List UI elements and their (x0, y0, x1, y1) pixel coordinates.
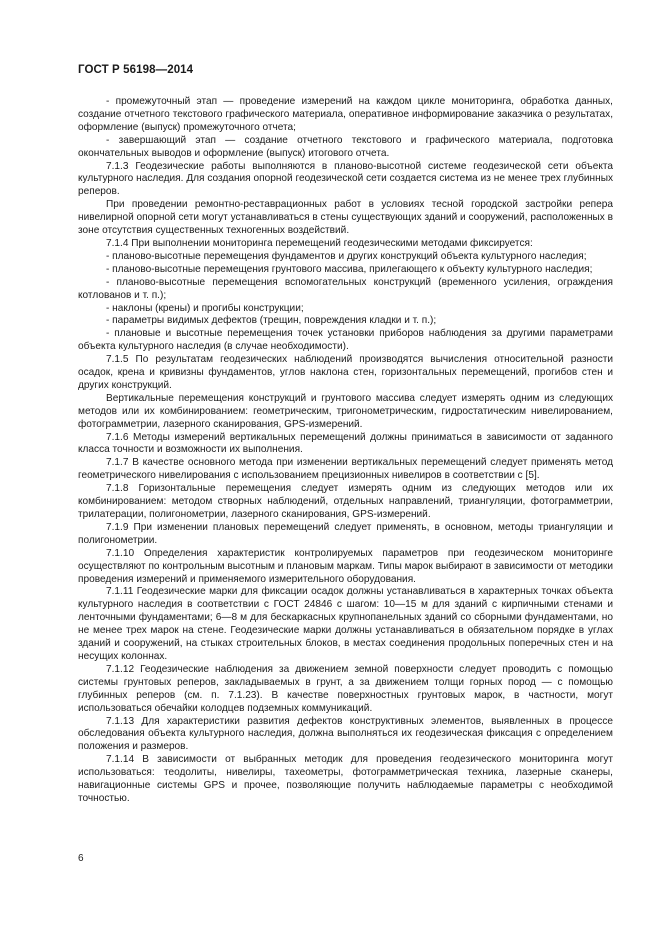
paragraph: 7.1.14 В зависимости от выбранных методик для проведения геодезического мониторинга могут использоваться: теодолиты, нивелиры, тахеометры, фотограмметрическая техника, лазерные сканеры, навигационные системы GPS и прочее, позволяющие получить наблюдаемые параметры с необходимой точностью. (78, 754, 613, 804)
document-header: ГОСТ Р 56198—2014 (78, 64, 194, 76)
paragraph: При проведении ремонтно-реставрационных работ в условиях тесной городской застройки репера нивелирной опорной сети могут устанавливаться в стены существующих зданий и сооружений, расположенных в зоне отсутствия существенных техногенных воздействий. (78, 199, 613, 237)
paragraph: - промежуточный этап — проведение измерений на каждом цикле мониторинга, обработка данных, создание отчетного текстового графического материала, оперативное информирование заказчика о результатах, оформление (выпуск) промежуточного отчета; (78, 96, 613, 133)
paragraph: - параметры видимых дефектов (трещин, повреждения кладки и т. п.); (106, 315, 437, 327)
paragraph: 7.1.13 Для характеристики развития дефектов конструктивных элементов, выявленных в процессе обследования объекта культурного наследия, должна выполняться их геодезическая фиксация с определением положения и размеров. (78, 715, 613, 753)
paragraph: 7.1.8 Горизонтальные перемещения следует измерять одним из следующих методов или их комбинированием: методом створных наблюдений, отдельных направлений, триангуляции, фотограмметрии, трилатерации, полигонометрии, лазерного сканирования, GPS-измерений. (78, 483, 613, 520)
paragraph: - планово-высотные перемещения грунтового массива, прилегающего к объекту культурного наследия; (106, 263, 593, 275)
paragraph: - завершающий этап — создание отчетного текстового и графического материала, подготовка окончательных выводов и оформление (выпуск) итогового отчета. (78, 134, 613, 159)
page-number: 6 (78, 853, 84, 864)
paragraph: - планово-высотные перемещения вспомогательных конструкций (временного усиления, ограждения котлованов и т. п.); (78, 276, 613, 301)
paragraph: 7.1.9 При изменении плановых перемещений следует применять, в основном, методы триангуляции и полигонометрии. (78, 521, 613, 546)
paragraph: 7.1.5 По результатам геодезических наблюдений производятся вычисления относительной разности осадок, крена и кривизны фундаментов, углов наклона стен, горизонтальных перемещений, прогибов стен и других конструкций. (78, 354, 613, 391)
paragraph: 7.1.4 При выполнении мониторинга перемещений геодезическими методами фиксируется: (106, 237, 533, 249)
paragraph: - наклоны (крены) и прогибы конструкции; (106, 302, 304, 314)
document-body (78, 96, 613, 806)
paragraph: - планово-высотные перемещения фундаментов и других конструкций объекта культурного наследия; (106, 250, 587, 262)
paragraph: 7.1.11 Геодезические марки для фиксации осадок должны устанавливаться в характерных точках объекта культурного наследия в соответствии с ГОСТ 24846 с шагом: 10—15 м для зданий с кирпичными стенами и ленточными фундаментами; 6—8 м для бескаркасных крупнопанельных зданий со сборными фундаментами, но не менее трех марок на стене. Геодезические марки должны устанавливаться в обязательном порядке в углах зданий и сооружений, на стыках строительных блоков, в местах соединения продольных поперечных стен и на несущих колоннах. (78, 586, 613, 662)
paragraph: 7.1.10 Определения характеристик контролируемых параметров при геодезическом мониторинге осуществляют по контрольным высотным и плановым маркам. Типы марок выбирают в зависимости от методики проведения измерений и применяемого измерительного оборудования. (78, 547, 613, 585)
paragraph: - плановые и высотные перемещения точек установки приборов наблюдения за другими параметрами объекта культурного наследия (в случае необходимости). (78, 328, 613, 353)
paragraph: 7.1.7 В качестве основного метода при изменении вертикальных перемещений следует применять метод геометрического нивелирования с использованием прецизионных нивелиров в соответствии с [5]. (78, 457, 613, 482)
paragraph: 7.1.12 Геодезические наблюдения за движением земной поверхности следует проводить с помощью системы грунтовых реперов, закладываемых в грунт, а за движением толщи горных пород — с помощью глубинных реперов (см. п. 7.1.23). В качестве поверхностных грунтовых марок, в частности, могут использоваться обечайки колодцев подземных коммуникаций. (78, 663, 613, 714)
paragraph: 7.1.6 Методы измерений вертикальных перемещений должны приниматься в зависимости от заданного класса точности и возможности их выполнения. (78, 431, 613, 456)
paragraph: Вертикальные перемещения конструкций и грунтового массива следует измерять одним из следующих методов или их комбинированием: геометрическим, тригонометрическим, гидростатическим нивелированием, фотограмметрии, лазерного сканирования, GPS-измерений. (78, 392, 613, 430)
paragraph: 7.1.3 Геодезические работы выполняются в планово-высотной системе геодезической сети объекта культурного наследия. Для создания опорной геодезической сети создается система из не менее трех глубинных реперов. (78, 160, 613, 198)
